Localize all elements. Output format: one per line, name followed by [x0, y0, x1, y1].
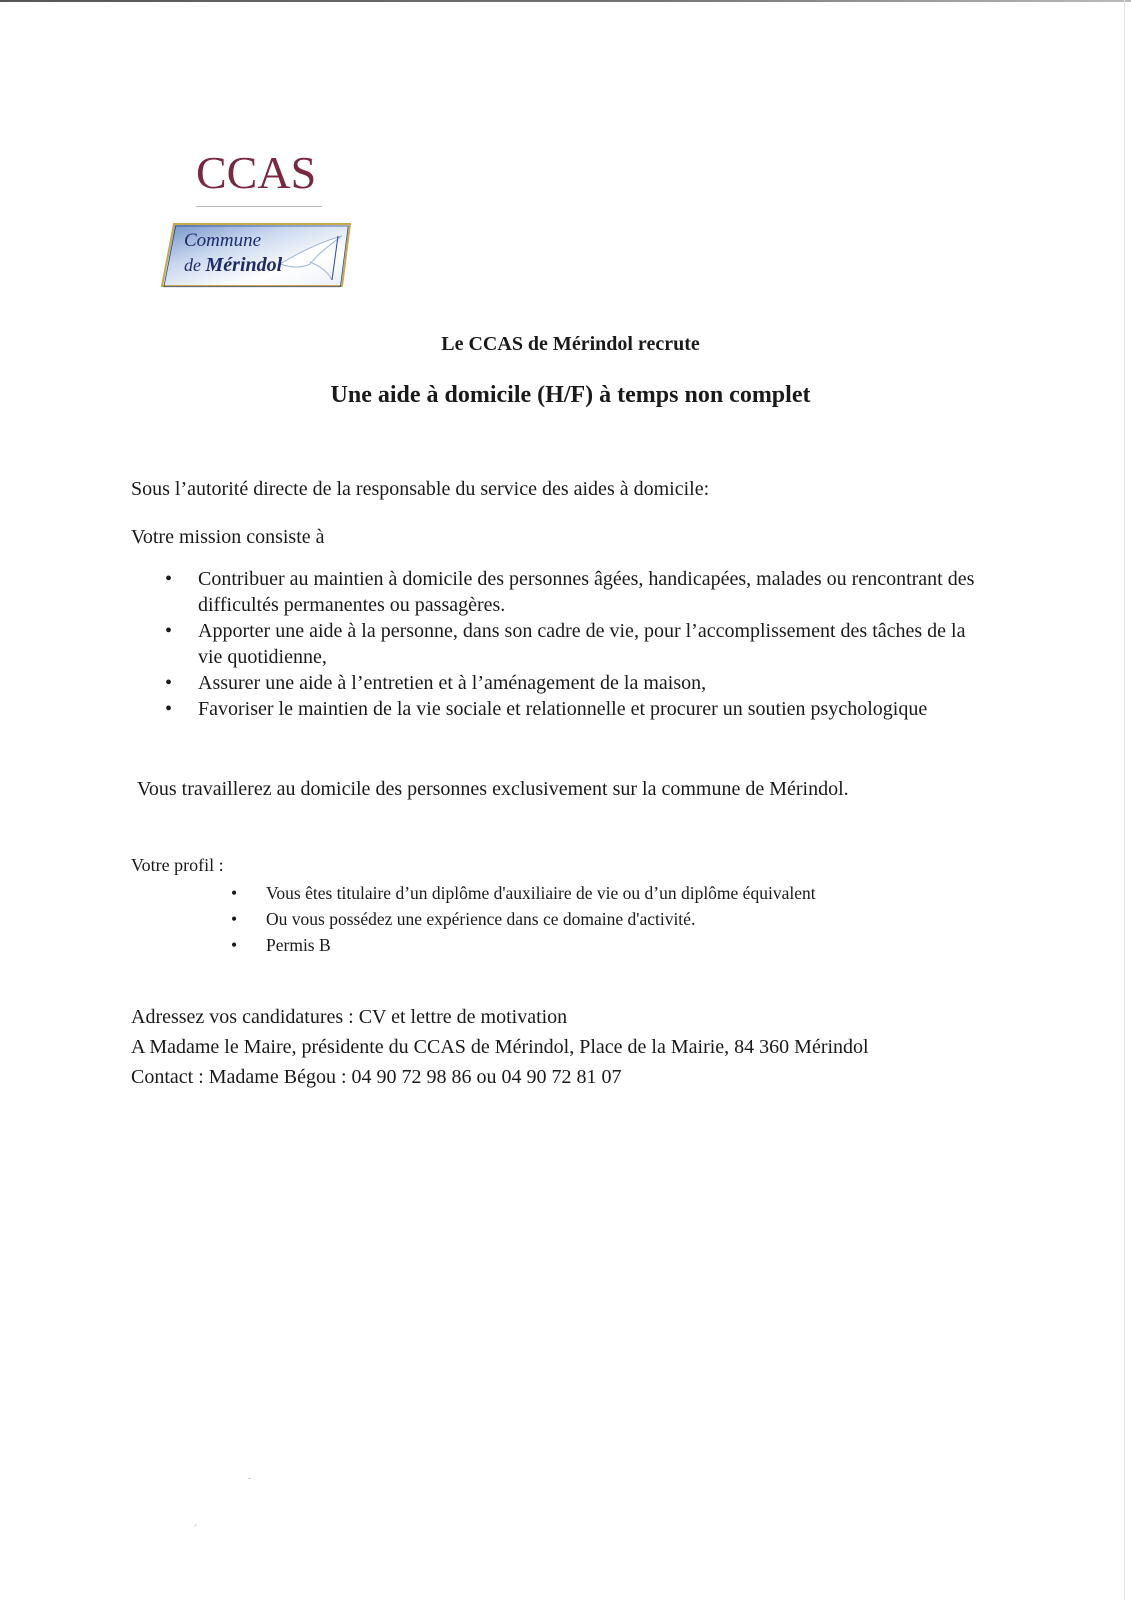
bullet: •: [231, 935, 238, 955]
mission-list: [131, 566, 991, 722]
bullet: •: [165, 568, 173, 590]
recruitment-subtitle: Le CCAS de Mérindol recrute: [441, 333, 700, 355]
bullet: •: [231, 883, 238, 903]
list-item: [131, 618, 991, 670]
work-location-paragraph: Vous travaillerez au domicile des personnes exclusivement sur la commune de Mérindol.: [137, 778, 849, 800]
application-contact: Contact : Madame Bégou : 04 90 72 98 86 ou 04 90 72 81 07: [131, 1066, 622, 1088]
scan-speck: [194, 1524, 197, 1527]
scan-top-edge: [0, 0, 1131, 2]
mission-text: Contribuer au maintien à domicile des personnes âgées, handicapées, malades ou rencontrant des difficultés permanentes ou passagères.: [198, 568, 975, 616]
list-item: [131, 932, 816, 958]
ccas-logo-text: CCAS: [196, 147, 317, 198]
profile-text: Permis B: [266, 935, 331, 955]
intro-paragraph: Sous l’autorité directe de la responsable du service des aides à domicile:: [131, 478, 710, 500]
list-item: [131, 880, 816, 906]
application-instructions: Adressez vos candidatures : CV et lettre de motivation: [131, 1006, 568, 1028]
bullet: •: [231, 909, 238, 929]
list-item: [131, 696, 991, 722]
commune-badge-logo: [160, 222, 358, 292]
bullet: •: [165, 620, 173, 642]
badge-town-name: Mérindol: [205, 254, 283, 276]
profile-text: Ou vous possédez une expérience dans ce domaine d'activité.: [266, 909, 696, 929]
job-title: Une aide à domicile (H/F) à temps non complet: [330, 382, 811, 408]
mission-text: Apporter une aide à la personne, dans son cadre de vie, pour l’accomplissement des tâches de la vie quotidienne,: [198, 620, 966, 668]
profile-list: [131, 880, 816, 958]
mission-text: Assurer une aide à l’entretien et à l’aménagement de la maison,: [198, 672, 707, 694]
badge-town-label: [184, 254, 282, 277]
scan-speck: [248, 1478, 251, 1479]
scan-right-edge: [1124, 0, 1125, 1600]
list-item: [131, 906, 816, 932]
application-block: [131, 1002, 869, 1092]
badge-commune-label: Commune: [184, 230, 262, 251]
mission-label: Votre mission consiste à: [131, 526, 325, 548]
badge-de: de: [184, 255, 206, 275]
bullet: •: [165, 672, 173, 694]
list-item: [131, 566, 991, 618]
bullet: •: [165, 698, 173, 720]
mission-text: Favoriser le maintien de la vie sociale et relationnelle et procurer un soutien psychologique: [198, 698, 928, 720]
profile-label: Votre profil :: [131, 855, 224, 875]
application-address: A Madame le Maire, présidente du CCAS de Mérindol, Place de la Mairie, 84 360 Mérindol: [131, 1036, 869, 1058]
profile-text: Vous êtes titulaire d’un diplôme d'auxiliaire de vie ou d’un diplôme équivalent: [266, 883, 816, 903]
list-item: [131, 670, 991, 696]
logo-divider: [196, 206, 322, 207]
